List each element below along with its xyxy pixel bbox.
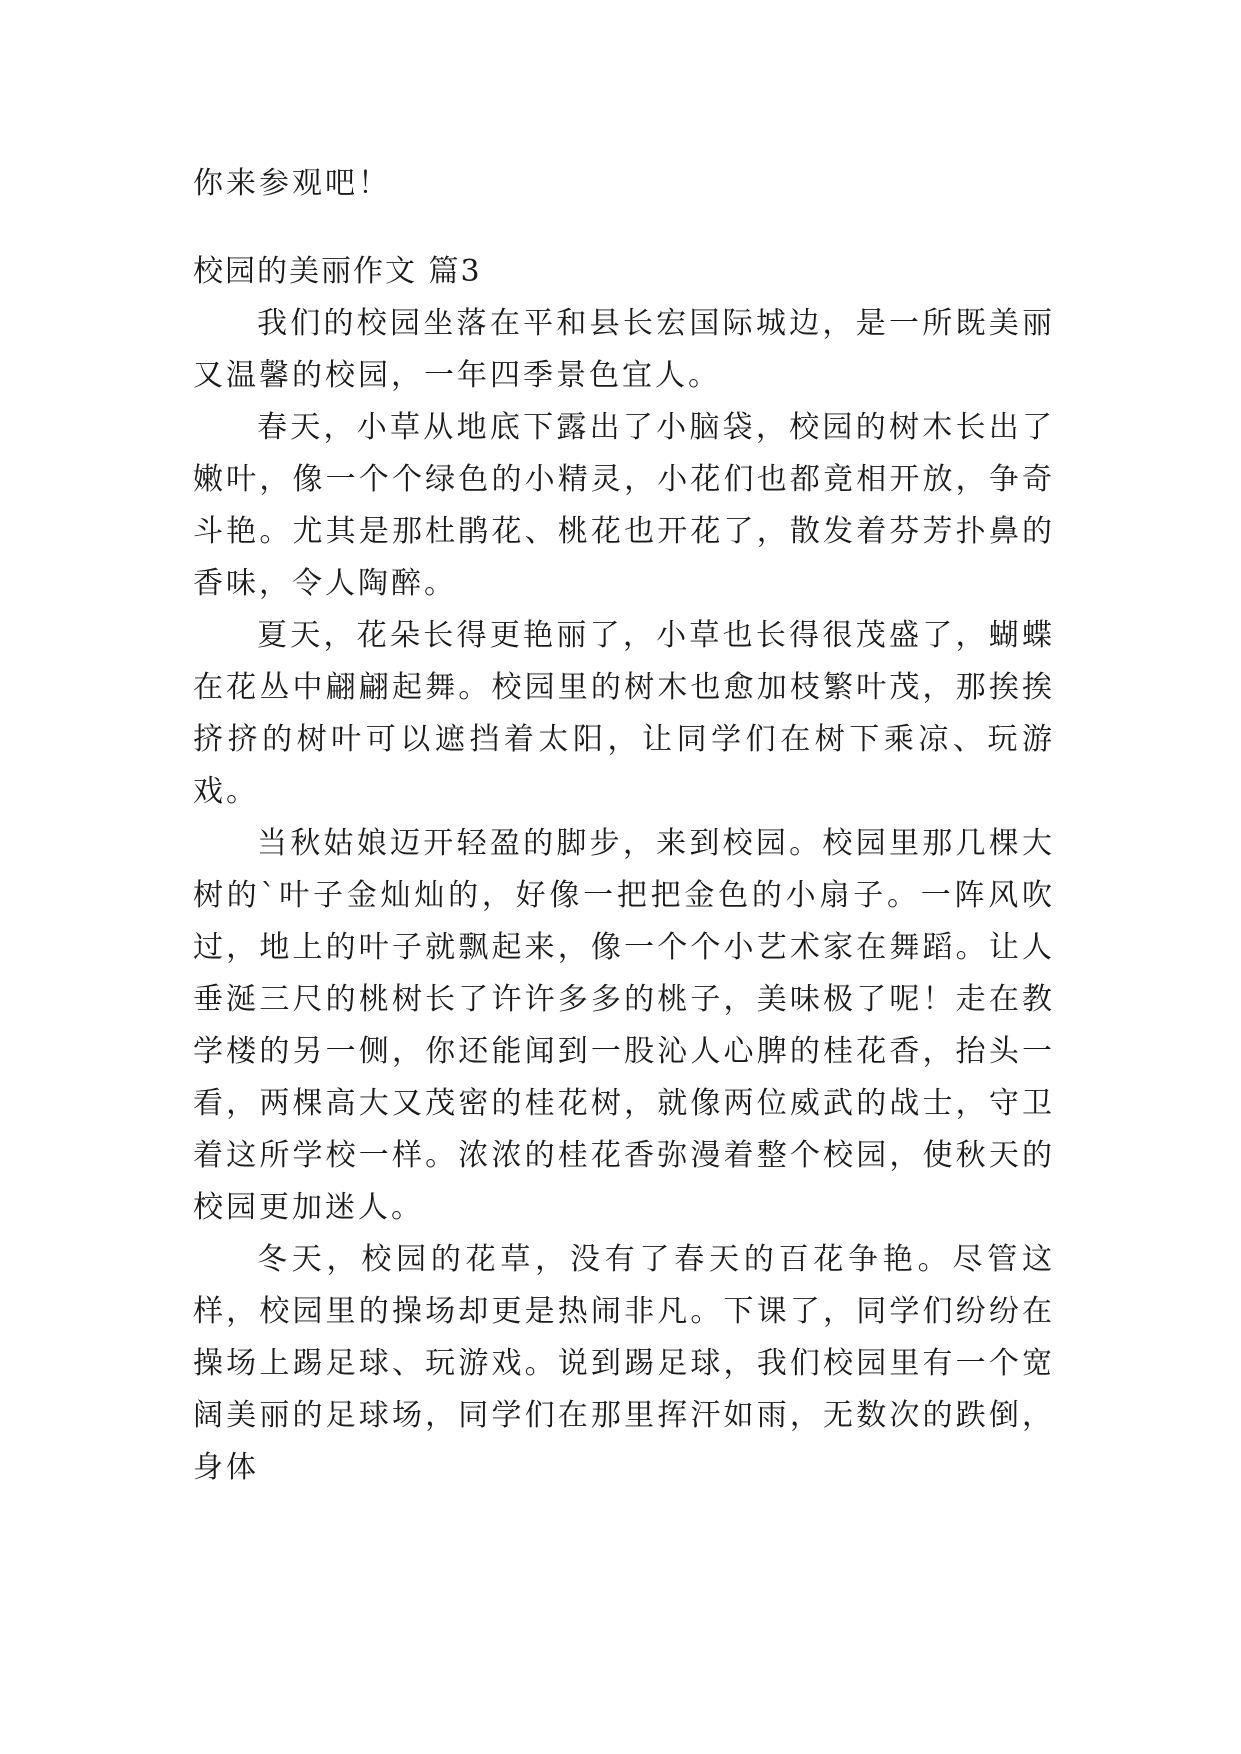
section-title: 校园的美丽作文 篇3 (193, 254, 482, 289)
paragraph-spring: 春天，小草从地底下露出了小脑袋，校园的树木长出了嫩叶，像一个个绿色的小精灵，小花们也都竟相开放，争奇斗艳。尤其是那杜鹃花、桃花也开花了，散发着芬芳扑鼻的香味，令人陶醉。 (193, 410, 1055, 601)
continuation-line: 你来参观吧！ (193, 166, 391, 201)
paragraph-intro: 我们的校园坐落在平和县长宏国际城边，是一所既美丽又温馨的校园，一年四季景色宜人。 (193, 306, 1055, 393)
paragraph-winter: 冬天，校园的花草，没有了春天的百花争艳。尽管这样，校园里的操场却更是热闹非凡。下课了，同学们纷纷在操场上踢足球、玩游戏。说到踢足球，我们校园里有一个宽阔美丽的足球场，同学们在那里挥汗如雨，无数次的跌倒，身体 (193, 1242, 1055, 1485)
document-body (193, 158, 1055, 1494)
paragraph-summer: 夏天，花朵长得更艳丽了，小草也长得很茂盛了，蝴蝶在花丛中翩翩起舞。校园里的树木也愈加枝繁叶茂，那挨挨挤挤的树叶可以遮挡着太阳，让同学们在树下乘凉、玩游戏。 (193, 618, 1055, 809)
paragraph-autumn: 当秋姑娘迈开轻盈的脚步，来到校园。校园里那几棵大树的`叶子金灿灿的，好像一把把金色的小扇子。一阵风吹过，地上的叶子就飘起来，像一个个小艺术家在舞蹈。让人垂涎三尺的桃树长了许许多多的桃子，美味极了呢！走在教学楼的另一侧，你还能闻到一股沁人心脾的桂花香，抬头一看，两棵高大又茂密的桂花树，就像两位威武的战士，守卫着这所学校一样。浓浓的桂花香弥漫着整个校园，使秋天的校园更加迷人。 (193, 826, 1055, 1225)
